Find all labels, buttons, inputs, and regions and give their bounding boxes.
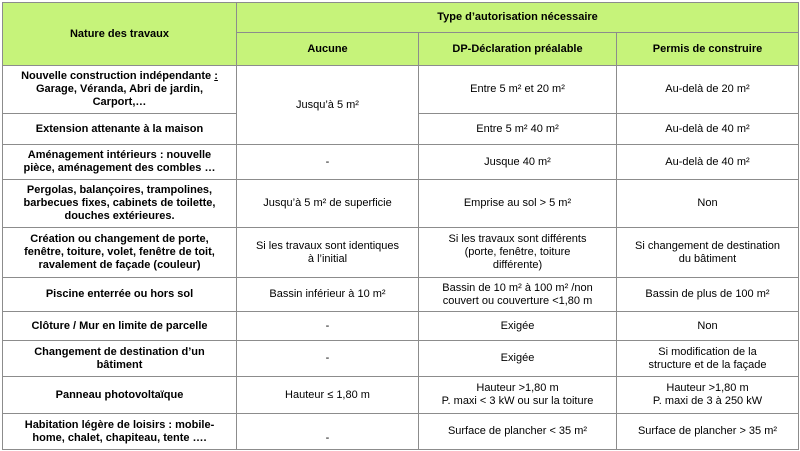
nature-cell: Pergolas, balançoires, trampolines, barbecues fixes, cabinets de toilette, douches extérieures. [3,180,237,228]
permis-cell: Au-delà de 40 m² [617,114,799,145]
nature-cell: Aménagement intérieurs : nouvelle pièce, aménagement des combles … [3,145,237,180]
nature-cell: Habitation légère de loisirs : mobile- home, chalet, chapiteau, tente …. [3,414,237,450]
aucune-cell: - [237,312,419,341]
permis-cell: Non [617,180,799,228]
permis-cell: Bassin de plus de 100 m² [617,278,799,312]
dp-cell: Bassin de 10 m² à 100 m² /non couvert ou couverture <1,80 m [419,278,617,312]
permis-cell: Si modification de la structure et de la façade [617,341,799,377]
table-row [3,228,799,278]
header-dp: DP-Déclaration préalable [419,33,617,66]
authorization-table-container [2,2,798,449]
permis-cell: Si changement de destination du bâtiment [617,228,799,278]
aucune-cell: Jusqu’à 5 m² [237,66,419,145]
table-row [3,377,799,414]
aucune-cell: Si les travaux sont identiques à l’initial [237,228,419,278]
aucune-cell: - [237,341,419,377]
nature-cell: Panneau photovoltaïque [3,377,237,414]
dp-cell: Surface de plancher < 35 m² [419,414,617,450]
aucune-cell: - [237,145,419,180]
nature-cell: Changement de destination d’un bâtiment [3,341,237,377]
nature-cell: Création ou changement de porte, fenêtre, toiture, volet, fenêtre de toit, ravalement de façade (couleur) [3,228,237,278]
table-row [3,145,799,180]
permis-cell: Non [617,312,799,341]
header-aucune: Aucune [237,33,419,66]
permis-cell: Au-delà de 20 m² [617,66,799,114]
dp-cell: Hauteur >1,80 m P. maxi < 3 kW ou sur la toiture [419,377,617,414]
dp-cell: Entre 5 m² 40 m² [419,114,617,145]
permis-cell: Au-delà de 40 m² [617,145,799,180]
table-row [3,66,799,114]
dp-cell: Jusque 40 m² [419,145,617,180]
dp-cell: Exigée [419,312,617,341]
dp-cell: Emprise au sol > 5 m² [419,180,617,228]
nature-cell: Piscine enterrée ou hors sol [3,278,237,312]
table-row [3,341,799,377]
header-authorization-type: Type d’autorisation nécessaire [237,3,799,33]
dp-cell: Entre 5 m² et 20 m² [419,66,617,114]
header-permis: Permis de construire [617,33,799,66]
nature-cell: Nouvelle construction indépendante : Garage, Véranda, Abri de jardin, Carport,… [3,66,237,114]
permis-cell: Hauteur >1,80 m P. maxi de 3 à 250 kW [617,377,799,414]
dp-cell: Si les travaux sont différents (porte, fenêtre, toiture différente) [419,228,617,278]
nature-cell: Clôture / Mur en limite de parcelle [3,312,237,341]
authorization-table [2,2,799,450]
aucune-cell: Bassin inférieur à 10 m² [237,278,419,312]
aucune-cell: - [237,414,419,450]
dp-cell: Exigée [419,341,617,377]
permis-cell: Surface de plancher > 35 m² [617,414,799,450]
table-row [3,180,799,228]
nature-cell: Extension attenante à la maison [3,114,237,145]
table-row [3,414,799,450]
aucune-cell: Jusqu’à 5 m² de superficie [237,180,419,228]
header-nature: Nature des travaux [3,3,237,66]
table-row [3,278,799,312]
table-row [3,312,799,341]
aucune-cell: Hauteur ≤ 1,80 m [237,377,419,414]
